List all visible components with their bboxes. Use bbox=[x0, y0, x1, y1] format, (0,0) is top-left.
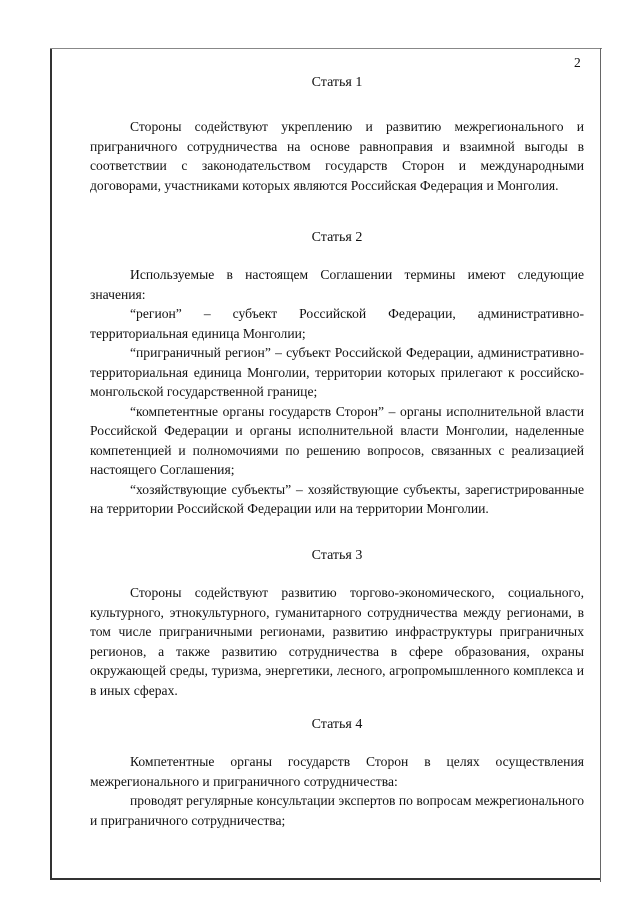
article-2-title-block bbox=[90, 228, 584, 248]
article-title: Статья 3 bbox=[311, 548, 363, 563]
article-paragraph: “регион” – субъект Российской Федерации, административно-территориальная единица Монголии; bbox=[90, 306, 584, 341]
article-3-body bbox=[90, 583, 584, 700]
page-frame-right-edge bbox=[600, 48, 601, 882]
article-paragraph: “компетентные органы государств Сторон” – органы исполнительной власти Российской Федерации и органы исполнительной власти Монголии, наделенные компетенцией и полномочиями по решению вопросов, связанных с реализацией настоящего Соглашения; bbox=[90, 403, 584, 477]
article-4-body bbox=[90, 752, 584, 830]
article-title: Статья 4 bbox=[311, 717, 363, 732]
article-1-body bbox=[90, 117, 584, 195]
page-number: 2 bbox=[574, 55, 581, 70]
article-paragraph: Компетентные органы государств Сторон в целях осуществления межрегионального и приграничного сотрудничества: bbox=[90, 754, 584, 789]
article-4-title-block bbox=[90, 715, 584, 735]
article-paragraph: Стороны содействуют укреплению и развитию межрегионального и приграничного сотрудничества на основе равноправия и взаимной выгоды в соответствии с законодательством государств Сторон и международными договорами, участниками которых являются Российская Федерация и Монголия. bbox=[90, 119, 584, 193]
article-paragraph: “хозяйствующие субъекты” – хозяйствующие субъекты, зарегистрированные на территории Российской Федерации или на территории Монголии. bbox=[90, 481, 584, 516]
page-frame-top-edge bbox=[50, 48, 602, 49]
article-3-title-block bbox=[90, 546, 584, 566]
article-paragraph: проводят регулярные консультации экспертов по вопросам межрегионального и приграничного сотрудничества; bbox=[90, 793, 584, 828]
article-1-title-block bbox=[90, 73, 584, 93]
article-title: Статья 1 bbox=[311, 75, 363, 90]
article-title: Статья 2 bbox=[311, 230, 363, 245]
article-paragraph: Используемые в настоящем Соглашении термины имеют следующие значения: bbox=[90, 267, 584, 302]
article-paragraph: “приграничный регион” – субъект Российской Федерации, административно-территориальная единица Монголии, территории которых прилегают к российско-монгольской государственной границе; bbox=[90, 345, 584, 399]
article-2-body bbox=[90, 265, 584, 519]
article-paragraph: Стороны содействуют развитию торгово-экономического, социального, культурного, этнокультурного, гуманитарного сотрудничества между регионами, в том числе приграничными регионами, развитию инфраструктуры приграничных регионов, а также развитию сотрудничества в сфере образования, охраны окружающей среды, туризма, энергетики, лесного, агропромышленного комплекса и в иных сферах. bbox=[90, 585, 584, 698]
